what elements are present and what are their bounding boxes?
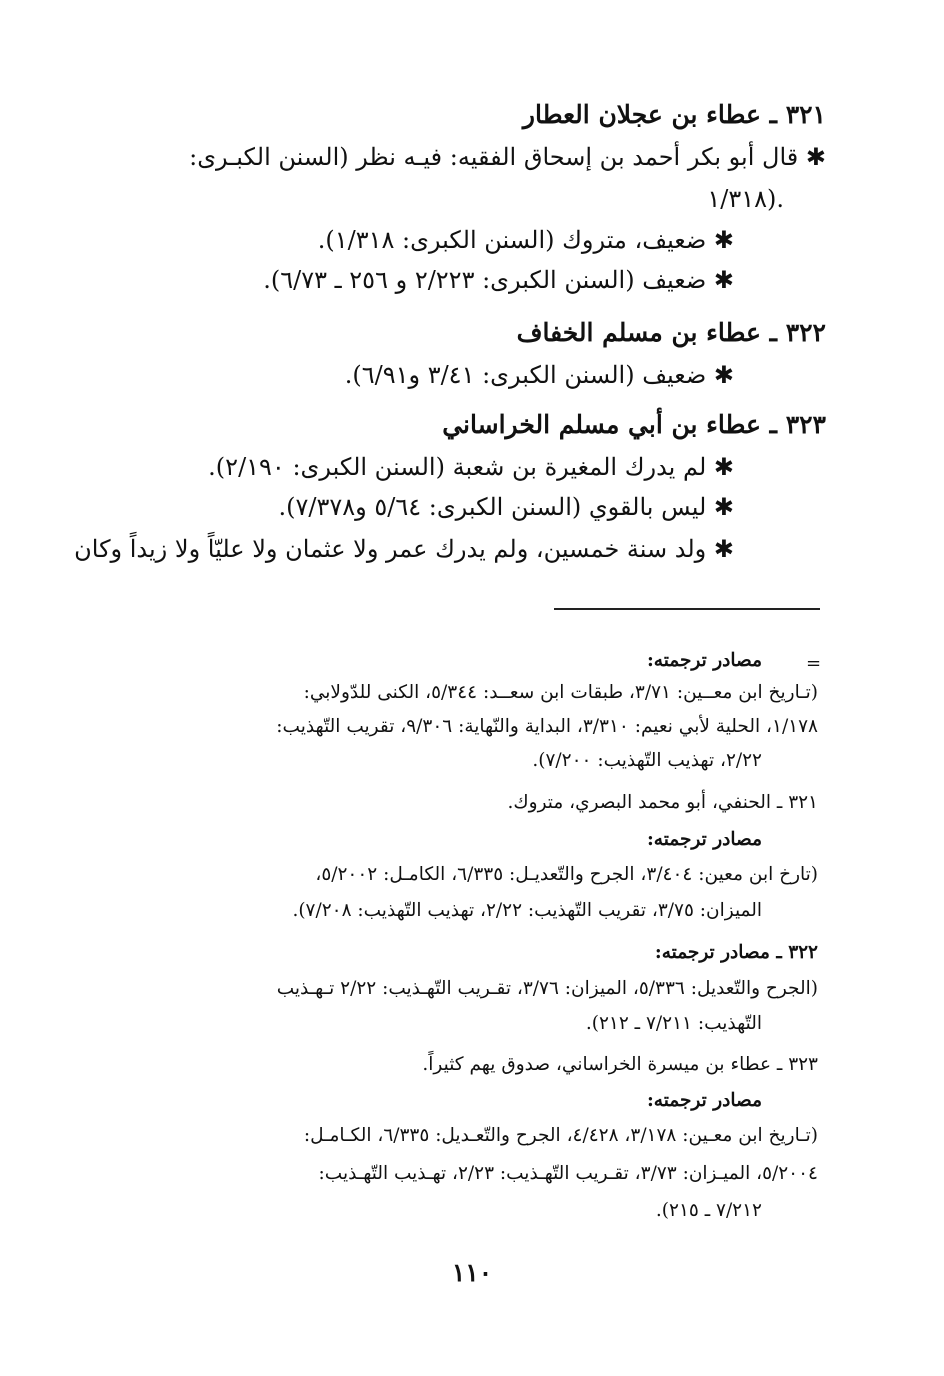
- continuation-mark: =: [806, 653, 822, 674]
- footnote-line: ٢/٢٢، تهذيب التّهذيب: ٧/٢٠٠).: [532, 750, 762, 771]
- entry-322-line-1: ✱ ضعيف (السنن الكبرى: ٣/٤١ و٦/٩١).: [344, 361, 734, 389]
- footnote-line: (الجرح والتّعديل: ٥/٣٣٦، الميزان: ٣/٧٦، تقـريب التّهـذيب: ٢/٢٢ تـهـذيب: [276, 978, 818, 999]
- entry-321-line-3: ✱ ضعيف، متروك (السنن الكبرى: ١/٣١٨).: [317, 226, 734, 254]
- entry-323-line-1: ✱ لم يدرك المغيرة بن شعبة (السنن الكبرى: ٢/١٩٠).: [208, 453, 734, 481]
- entry-323-heading: ٣٢٣ ـ عطاء بن أبي مسلم الخراساني: [442, 410, 826, 439]
- footnote-line: ١/١٧٨، الحلية لأبي نعيم: ٣/٣١٠، البداية والنّهاية: ٩/٣٠٦، تقريب التّهذيب:: [276, 716, 818, 737]
- entry-323-line-3: ✱ ولد سنة خمسين، ولم يدرك عمر ولا عثمان ولا عليّاً ولا زيداً وكان: [74, 535, 734, 563]
- footnote-line: (تـاريخ ابن معــين: ٣/٧١، طبقات ابن سعــد: ٥/٣٤٤، الكنى للدّولابي:: [303, 682, 818, 703]
- footnote-line: ٥/٢٠٠٤، الميـزان: ٣/٧٣، تقـريب التّهـذيب: ٢/٢٣، تهـذيب التّهـذيب:: [318, 1163, 818, 1184]
- footnote-sources-heading: مصادر ترجمته:: [646, 829, 762, 850]
- footnote-line: الميزان: ٣/٧٥، تقريب التّهذيب: ٢/٢٢، تهذيب التّهذيب: ٧/٢٠٨).: [292, 900, 762, 921]
- footnote-sources-heading: مصادر ترجمته:: [646, 650, 762, 671]
- entry-321-heading: ٣٢١ ـ عطاء بن عجلان العطار: [522, 100, 826, 129]
- footnote-line: ٧/٢١٢ ـ ٢١٥).: [655, 1200, 762, 1221]
- footnote-323: ٣٢٣ ـ عطاء بن ميسرة الخراساني، صدوق يهم كثيراً.: [422, 1054, 818, 1075]
- footnote-line: التّهذيب: ٧/٢١١ ـ ٢١٢).: [585, 1013, 762, 1034]
- entry-321-line-1: ✱ قال أبو بكر أحمد بن إسحاق الفقيه: فيـه نظر (السنن الكبـرى:: [189, 143, 826, 171]
- entry-322-heading: ٣٢٢ ـ عطاء بن مسلم الخفاف: [516, 318, 826, 347]
- entry-321-line-4: ✱ ضعيف (السنن الكبرى: ٢/٢٢٣ و ٢٥٦ ـ ٦/٧٣).: [263, 266, 734, 294]
- entry-321-line-2: ١/٣١٨).: [707, 185, 784, 213]
- footnote-322: ٣٢٢ ـ مصادر ترجمته:: [654, 942, 818, 963]
- page-number: ١١٠: [451, 1258, 493, 1287]
- footnote-line: (تارخ ابن معين: ٣/٤٠٤، الجرح والتّعديـل: ٦/٣٣٥، الكامـل: ٥/٢٠٠٢،: [315, 864, 818, 885]
- footnote-321: ٣٢١ ـ الحنفي، أبو محمد البصري، متروك.: [507, 792, 818, 813]
- footnote-divider: [554, 608, 820, 610]
- entry-323-line-2: ✱ ليس بالقوي (السنن الكبرى: ٥/٦٤ و٧/٣٧٨).: [278, 493, 734, 521]
- footnote-line: (تـاريخ ابن معـين: ٣/١٧٨، ٤/٤٢٨، الجرح والتّعـديل: ٦/٣٣٥، الكـامـل:: [303, 1125, 818, 1146]
- footnote-sources-heading: مصادر ترجمته:: [646, 1090, 762, 1111]
